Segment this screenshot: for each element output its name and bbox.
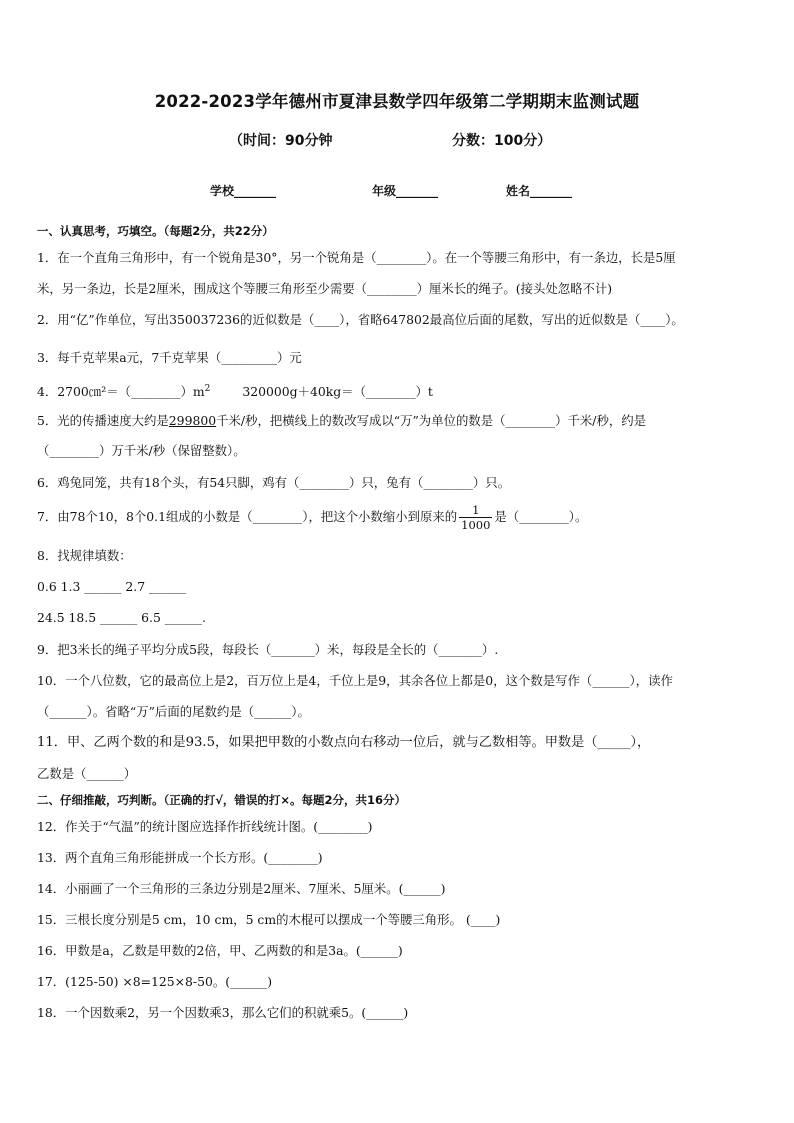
question-1-line-2: 米，另一条边，长是2厘米，围成这个等腰三角形至少需要（________）厘米长的绳子。(接头处忽略不计): [37, 281, 613, 296]
question-4-part-a: 4．2700㎝²＝（________）m: [37, 384, 205, 400]
question-9: 9．把3米长的绳子平均分成5段，每段长（_______）米，每段是全长的（_______）.: [37, 642, 499, 657]
exam-meta: [0, 130, 794, 152]
section-1-heading: 一、认真思考，巧填空。（每题2分，共22分）: [37, 224, 274, 238]
question-7-fraction: [459, 503, 492, 532]
student-info: [0, 182, 794, 200]
question-4-part-b: 320000g＋40kg＝（________）t: [242, 384, 433, 400]
question-16: 16．甲数是a，乙数是甲数的2倍，甲、乙两数的和是3a。(______): [37, 943, 403, 958]
question-5-prefix: 5．光的传播速度大约是: [37, 413, 169, 428]
question-12: 12．作关于“气温”的统计图应选择作折线统计图。(________): [37, 819, 373, 834]
question-5-line-2: （________）万千米/秒（保留整数）。: [37, 443, 246, 458]
question-7-suffix: 是（________）。: [494, 509, 588, 524]
question-5-line-1: [37, 413, 646, 429]
question-15: 15．三根长度分别是5 cm，10 cm，5 cm的木棍可以摆成一个等腰三角形。 (____): [37, 912, 501, 927]
question-6: 6．鸡兔同笼，共有18个头，有54只脚，鸡有（________）只，兔有（________）只。: [37, 475, 511, 490]
question-17: 17．(125-50) ×8=125×8-50。(______): [37, 974, 273, 989]
question-10-line-2: （______）。省略“万”后面的尾数约是（______）。: [37, 704, 310, 719]
exam-score: 分数：100分）: [452, 133, 552, 149]
question-14: 14．小丽画了一个三角形的三条边分别是2厘米、7厘米、5厘米。(______): [37, 881, 446, 896]
fraction-numerator: 1: [459, 503, 492, 518]
exam-time: （时间：90分钟: [229, 133, 333, 149]
question-5-suffix: 千米/秒，把横线上的数改写成以“万”为单位的数是（________）千米/秒，约是: [216, 413, 647, 428]
question-3: 3．每千克苹果a元，7千克苹果（_________）元: [37, 350, 302, 365]
question-8-sequence-1: 0.6 1.3 ______ 2.7 ______: [37, 579, 187, 594]
question-8: 8．找规律填数：: [37, 548, 132, 563]
question-5-underlined-number: 299800: [168, 413, 217, 428]
question-7: [37, 503, 587, 532]
question-18: 18．一个因数乘2，另一个因数乘3，那么它们的积就乘5。(______): [37, 1005, 409, 1020]
name-field: 姓名_______: [506, 184, 573, 198]
question-7-prefix: 7．由78个10，8个0.1组成的小数是（________），把这个小数缩小到原来的: [37, 509, 458, 524]
question-11-line-1: 11．甲、乙两个数的和是93.5，如果把甲数的小数点向右移动一位后，就与乙数相等。甲数是（_____），: [37, 735, 651, 750]
grade-field: 年级_______: [372, 184, 439, 198]
question-13: 13．两个直角三角形能拼成一个长方形。(________): [37, 850, 323, 865]
question-1-line-1: 1．在一个直角三角形中，有一个锐角是30°，另一个锐角是（________）。在一个等腰三角形中，有一条边，长是5厘: [37, 250, 676, 265]
question-2: 2．用“亿”作单位，写出350037236的近似数是（____），省略647802最高位后面的尾数，写出的近似数是（____）。: [37, 312, 684, 327]
fraction-denominator: 1000: [461, 518, 491, 532]
question-4: [37, 381, 433, 400]
question-4-exponent: 2: [204, 384, 211, 394]
page-title: 2022-2023学年德州市夏津县数学四年级第二学期期末监测试题: [154, 92, 640, 111]
question-10-line-1: 10．一个八位数，它的最高位上是2，百万位上是4，千位上是9，其余各位上都是0，这个数是写作（______），读作: [37, 673, 673, 688]
school-field: 学校_______: [210, 184, 277, 198]
question-8-sequence-2: 24.5 18.5 ______ 6.5 ______.: [37, 610, 206, 625]
question-11-line-2: 乙数是（______）: [37, 766, 137, 781]
section-2-heading: 二、仔细推敲，巧判断。（正确的打√，错误的打×。每题2分，共16分）: [37, 793, 407, 807]
